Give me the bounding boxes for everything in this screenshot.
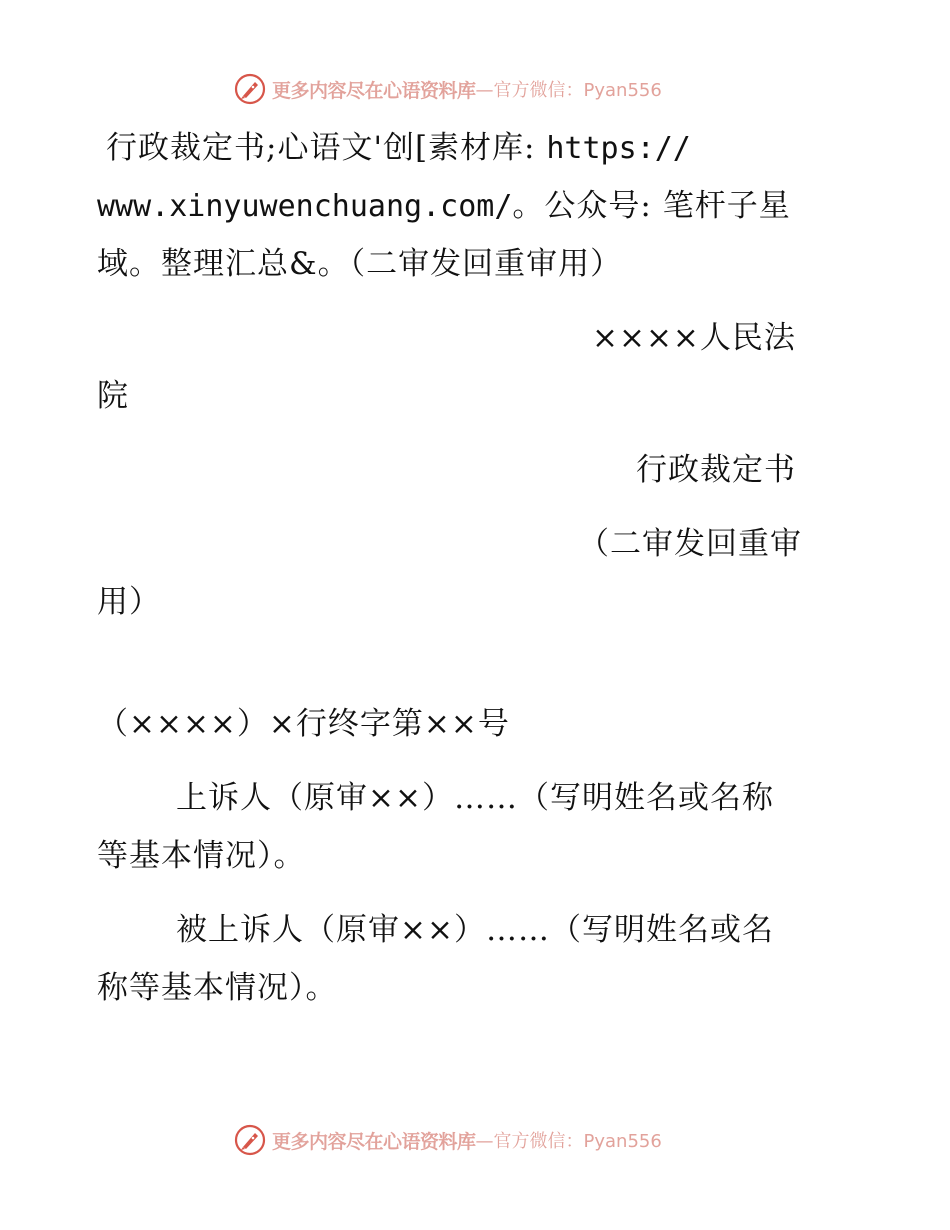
banner-wechat-text: —官方微信：Pyan556 <box>475 80 662 101</box>
header-title-text: 行政裁定书;心语文'创[素材库: <box>106 130 547 166</box>
document-note: （二审发回重审 <box>578 526 802 562</box>
case-number: （××××）×行终字第××号 <box>97 706 510 742</box>
header-line-2 <box>97 186 791 227</box>
banner-wechat-text: —官方微信：Pyan556 <box>475 1131 662 1152</box>
footer-banner <box>234 1123 662 1157</box>
header-url-prefix: https:// <box>546 131 691 166</box>
header-wechat-text: 。公众号: 笔杆子星 <box>512 188 791 224</box>
banner-main-text: 更多内容尽在心语资料库 <box>272 1130 476 1153</box>
header-banner <box>234 72 662 106</box>
document-note-continued: 用） <box>97 584 161 620</box>
header-line-1 <box>106 128 691 169</box>
pen-nib-logo-icon <box>234 1124 266 1156</box>
appellant-line-continued: 等基本情况）。 <box>97 838 306 874</box>
appellee-line-continued: 称等基本情况）。 <box>97 970 338 1006</box>
court-name-continued: 院 <box>97 378 129 414</box>
header-line-3: 域。整理汇总&。（二审发回重审用） <box>97 246 623 282</box>
document-title: 行政裁定书 <box>636 452 796 488</box>
appellant-line: 上诉人（原审××）……（写明姓名或名称 <box>176 780 774 816</box>
header-url-domain: www.xinyuwenchuang.com/ <box>97 189 513 224</box>
court-name: ××××人民法 <box>592 320 796 356</box>
banner-main-text: 更多内容尽在心语资料库 <box>272 79 476 102</box>
appellee-line: 被上诉人（原审××）……（写明姓名或名 <box>176 912 774 948</box>
pen-nib-logo-icon <box>234 73 266 105</box>
